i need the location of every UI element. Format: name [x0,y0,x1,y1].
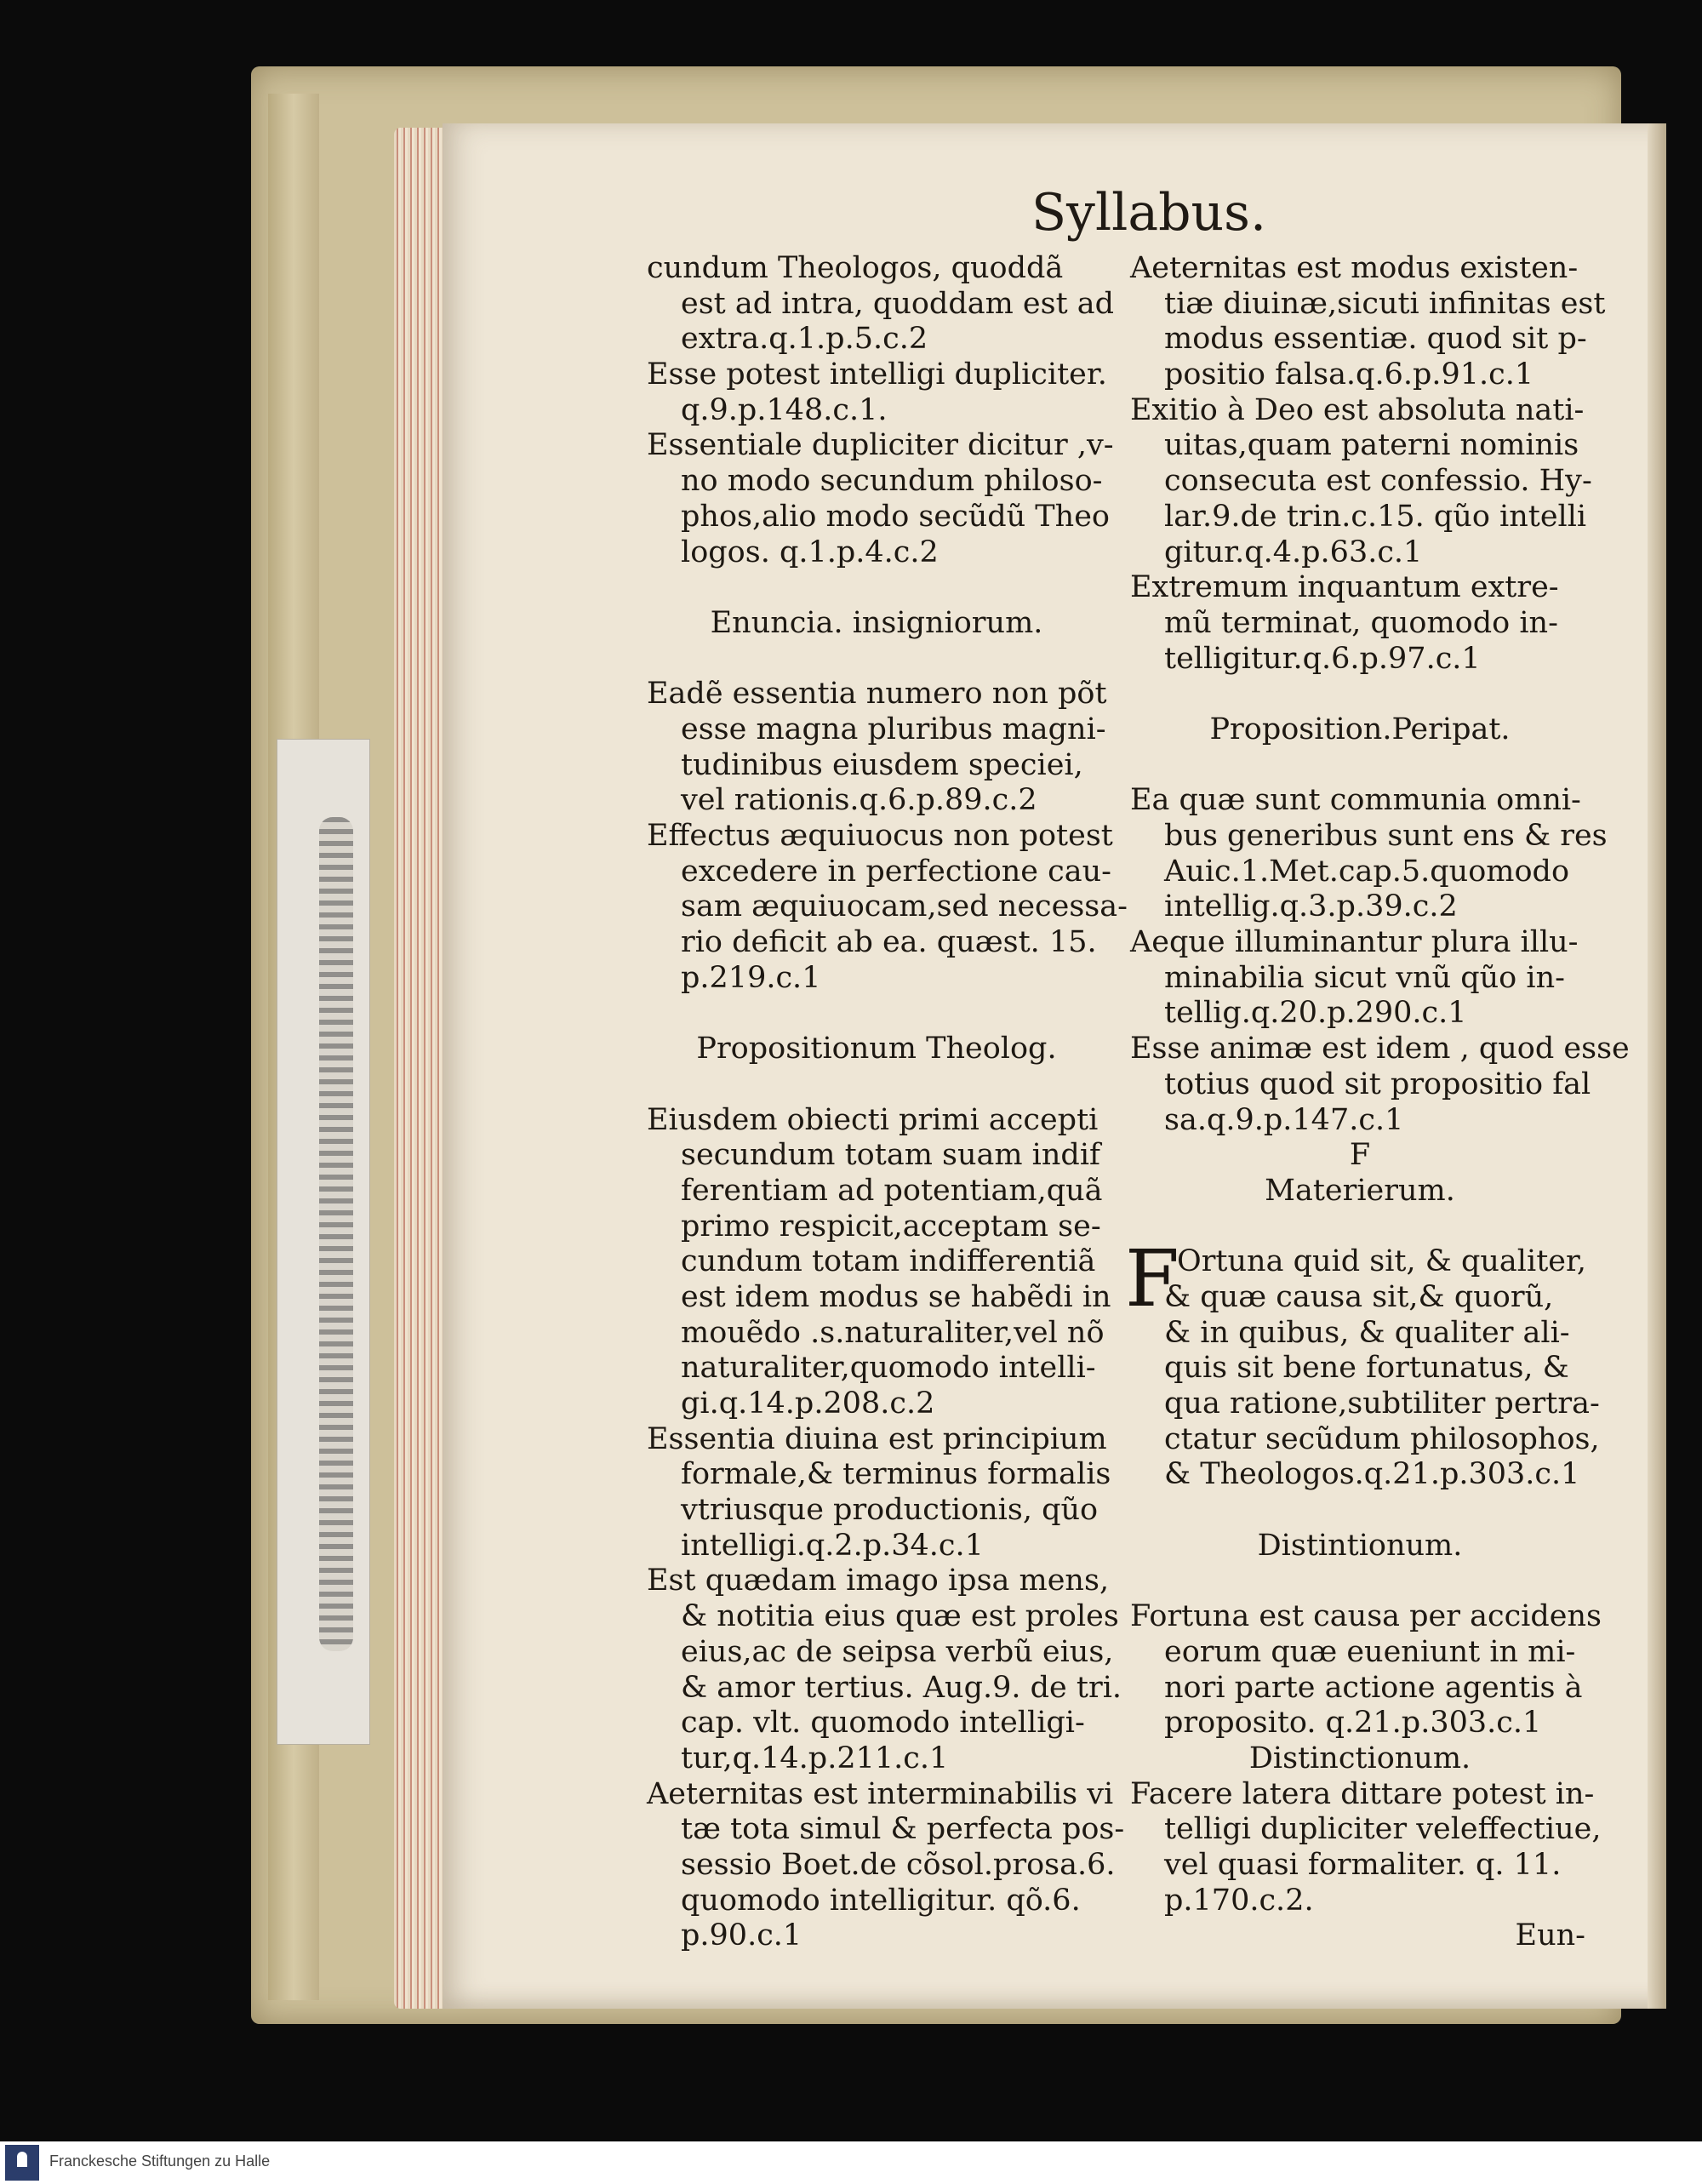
text-line: Effectus æquiuocus non potest [647,819,1113,853]
text-line: Fortuna est causa per accidens [1130,1599,1602,1634]
text-line: eorum quæ eueniunt in mi- [1164,1634,1576,1669]
text-line: tellig.q.20.p.290.c.1 [1164,996,1467,1031]
text-line: quis sit bene fortunatus, & [1164,1351,1569,1386]
text-line: secundum totam suam indif [681,1138,1100,1173]
text-line [647,570,1106,606]
text-line: Materierum. [1265,1173,1455,1208]
text-line [1130,1209,1590,1245]
text-line: Proposition.Peripat. [1209,712,1511,746]
text-line: lar.9.de trin.c.15. qũo intelli [1164,499,1587,534]
text-line: mũ terminat, quomodo in- [1164,605,1558,640]
right-column [1125,251,1630,1954]
text-line: cundum Theologos, quoddã [647,251,1064,285]
text-line: tur,q.14.p.211.c.1 [681,1741,949,1775]
text-line: cundum totam indifferentiã [681,1244,1096,1279]
drop-cap: F [1125,1233,1179,1325]
institution-logo-icon [5,2145,39,2181]
text-line: logos. q.1.p.4.c.2 [681,535,939,569]
running-head: Syllabus. [1031,183,1267,243]
text-line: p.170.c.2. [1164,1883,1314,1918]
spine-decoration [319,817,353,1651]
text-line: Distinctionum. [1248,1741,1471,1775]
text-line: Enuncia. insigniorum. [710,605,1043,640]
left-column [647,251,1128,1954]
text-line: Aeternitas est interminabilis vi [647,1776,1114,1811]
text-line: Essentiale dupliciter dicitur ,v- [647,428,1114,463]
text-line: tudinibus eiusdem speciei, [681,747,1083,782]
text-line: excedere in perfectione cau- [681,854,1111,889]
text-line: consecuta est confessio. Hy- [1164,464,1592,499]
text-line: Exitio à Deo est absoluta nati- [1130,392,1585,427]
page-block-edge [394,128,445,2009]
text-line [1130,1493,1590,1529]
text-line-content: Ortuna quid sit, & qualiter, [1177,1244,1586,1279]
text-line: tæ tota simul & perfecta pos- [681,1812,1125,1847]
text-line: intelligi.q.2.p.34.c.1 [681,1528,984,1563]
text-line: Facere latera dittare potest in- [1130,1776,1595,1811]
text-line: telligitur.q.6.p.97.c.1 [1164,641,1481,676]
text-line: p.90.c.1 [681,1918,802,1953]
text-line: qua ratione,subtiliter pertra- [1164,1386,1600,1421]
text-line [647,642,1106,677]
text-line: Auic.1.Met.cap.5.quomodo [1164,854,1570,889]
text-line: sam æquiuocam,sed necessa- [681,889,1128,924]
text-line: minabilia sicut vnũ qũo in- [1164,960,1565,995]
text-line: Extremum inquantum extre- [1130,570,1559,605]
text-line: Distintionum. [1257,1528,1463,1563]
text-line: est idem modus se habẽdi in [681,1279,1111,1314]
text-line [1130,677,1590,712]
text-line: q.9.p.148.c.1. [681,392,888,427]
footer-bar [0,2141,1702,2184]
text-line: p.219.c.1 [681,960,821,995]
text-line: no modo secundum philoso- [681,464,1103,499]
text-line: Essentia diuina est principium [647,1421,1107,1456]
text-line [647,996,1106,1032]
text-line: extra.q.1.p.5.c.2 [681,322,928,357]
text-line: Esse animæ est idem , quod esse [1130,1032,1630,1066]
text-line: mouẽdo .s.naturaliter,vel nõ [681,1315,1105,1350]
text-line: rio deficit ab ea. quæst. 15. [681,925,1097,960]
text-line: sessio Boet.de cõsol.prosa.6. [681,1847,1116,1882]
text-line [647,1067,1106,1103]
text-line: ctatur secũdum philosophos, [1164,1421,1600,1456]
text-line: modus essentiæ. quod sit p- [1164,322,1587,357]
book-page [443,123,1666,2009]
text-line: & Theologos.q.21.p.303.c.1 [1164,1457,1580,1492]
text-line: telligi dupliciter veleffectiue, [1164,1812,1602,1847]
text-line: & amor tertius. Aug.9. de tri. [681,1670,1122,1705]
text-line [1130,748,1590,784]
text-line: positio falsa.q.6.p.91.c.1 [1164,357,1534,392]
text-line: ferentiam ad potentiam,quã [681,1173,1103,1208]
text-line: vel rationis.q.6.p.89.c.2 [681,783,1037,818]
text-line: vel quasi formaliter. q. 11. [1164,1847,1562,1882]
text-line: quomodo intelligitur. qõ.6. [681,1883,1081,1918]
text-line: Propositionum Theolog. [696,1032,1057,1066]
text-line: Aeternitas est modus existen- [1130,251,1579,285]
text-line: intellig.q.3.p.39.c.2 [1164,889,1458,924]
text-line: phos,alio modo secũdũ Theo [681,499,1110,534]
text-line: gitur.q.4.p.63.c.1 [1164,535,1423,569]
text-line: gi.q.14.p.208.c.2 [681,1386,935,1421]
text-line: bus generibus sunt ens & res [1164,819,1608,853]
text-line: cap. vlt. quomodo intelligi- [681,1706,1085,1741]
text-line: vtriusque productionis, qũo [681,1493,1099,1528]
text-line: nori parte actione agentis à [1164,1670,1583,1705]
text-line: primo respicit,acceptam se- [681,1209,1101,1244]
text-line: uitas,quam paterni nominis [1164,428,1579,463]
text-line: & quæ causa sit,& quorũ, [1164,1279,1554,1314]
text-line: naturaliter,quomodo intelli- [681,1351,1096,1386]
text-line: esse magna pluribus magni- [681,712,1106,746]
page-gutter-shadow [1648,123,1666,2009]
text-line: proposito. q.21.p.303.c.1 [1164,1706,1542,1741]
text-line: Est quædam imago ipsa mens, [647,1564,1110,1598]
text-line: tiæ diuinæ,sicuti infinitas est [1164,286,1606,321]
text-line: totius quod sit propositio fal [1164,1066,1591,1101]
text-line [1130,1564,1590,1599]
text-line: sa.q.9.p.147.c.1 [1164,1102,1404,1137]
institution-name: Franckesche Stiftungen zu Halle [49,2153,271,2170]
text-line: eius,ac de seipsa verbũ eius, [681,1634,1114,1669]
text-line: Ea quæ sunt communia omni- [1130,783,1581,818]
text-line: Eiusdem obiecti primi accepti [647,1102,1099,1137]
text-line: Esse potest intelligi dupliciter. [647,357,1107,392]
text-line: & notitia eius quæ est proles [681,1599,1119,1634]
text-line: Eun- [1515,1918,1585,1953]
text-line: est ad intra, quoddam est ad [681,286,1115,321]
text-line: F [1349,1138,1371,1173]
text-line: Aeque illuminantur plura illu- [1130,925,1579,960]
text-line: formale,& terminus formalis [681,1457,1111,1492]
text-line: & in quibus, & qualiter ali- [1164,1315,1570,1350]
text-line: Eadẽ essentia numero non põt [647,677,1107,712]
